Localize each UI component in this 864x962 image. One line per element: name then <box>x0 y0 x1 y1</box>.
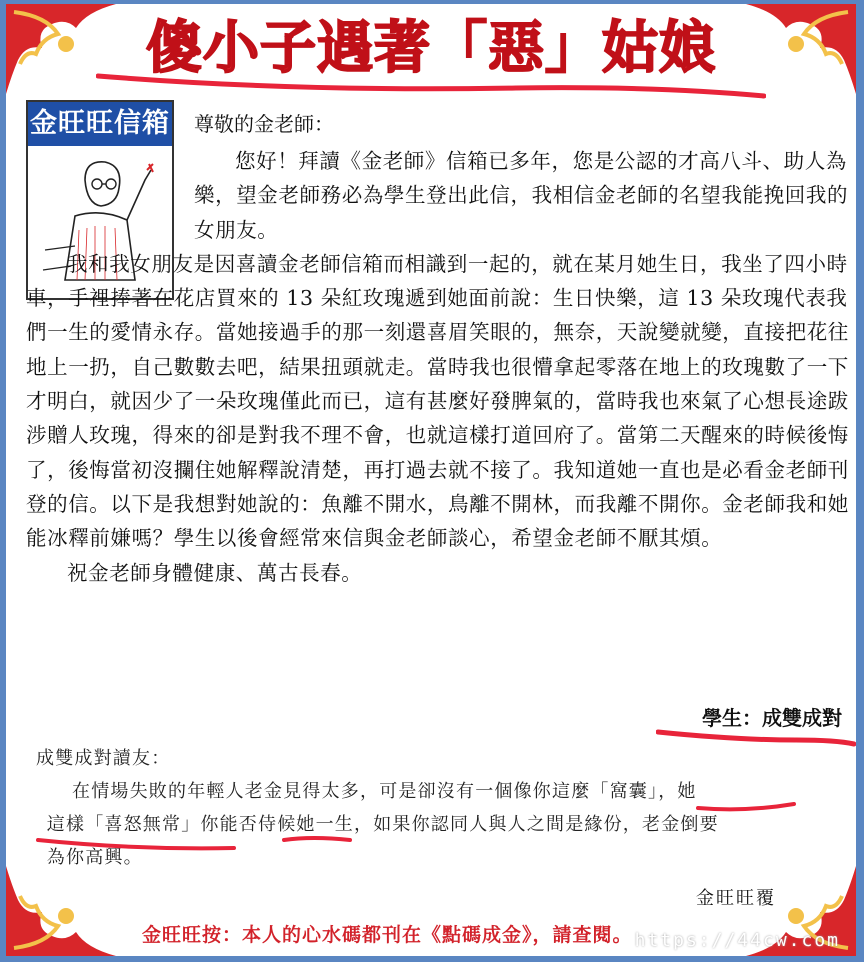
ornament-corner-bottom-left <box>6 866 116 956</box>
letter-greeting: 尊敬的金老師： <box>194 112 334 136</box>
letter-body <box>26 144 854 590</box>
site-watermark: https://44cw.com <box>634 930 840 951</box>
letter-paragraph: 您好！拜讀《金老師》信箱已多年，您是公認的才高八斗、助人為樂，望金老師務必為學生登出此信，我相信金老師的名望我能挽回我的女朋友。 <box>194 149 849 242</box>
highlight-underline-xinu-wuchang <box>36 834 236 854</box>
reply-signature: 金旺旺覆 <box>696 888 776 909</box>
headline-title: 傻小子遇著「惡」姑娘 <box>146 16 716 81</box>
letter-signature: 學生：成雙成對 <box>702 706 842 730</box>
reply-line: 為你高興。 <box>46 847 143 868</box>
letter-paragraph: 祝金老師身體健康、萬古長春。 <box>67 560 363 585</box>
reply-line: 在情場失敗的年輕人老金見得太多，可是卻沒有一個像你這麼「窩囊」，她 <box>72 781 697 802</box>
title-red-underline <box>96 66 766 100</box>
letter-paragraph: 我和我女朋友是因喜讀金老師信箱而相識到一起的，就在某月她生日，我坐了四小時車，手裡捧著在花店買來的 13 朵紅玫瑰遞到她面前說：生日快樂，這 13 朵玫瑰代表我們一生的愛情永存。當她接過手的那一刻還喜眉笑眼的，無奈，天說變就變，直接把花往地上一扔，自己數數去吧，結果扭頭就走。當時我也很懵拿起零落在地上的玫瑰數了一下才明白，就因少了一朵玫瑰僅此而已，這有甚麼好發脾氣的，當時我也來氣了心想長途跋涉贈人玫瑰，得來的卻是對我不理不會，也就這樣打道回府了。當第二天醒來的時候後悔了，後悔當初沒攔住她解釋說清楚，再打過去就不接了。我知道她一直也是必看金老師刊登的信。以下是我想對她說的：魚離不開水，鳥離不開林，而我離不開你。金老師我和她能冰釋前嫌嗎？學生以後會經常來信與金老師談心，希望金老師不厭其煩。 <box>26 251 849 551</box>
reply-salutation: 成雙成對讀友： <box>36 748 171 769</box>
highlight-underline-wonang <box>696 800 796 814</box>
mailbox-label: 金旺旺信箱 <box>28 102 172 146</box>
newspaper-clipping <box>6 4 856 956</box>
highlight-underline-shihou <box>282 830 352 846</box>
footer-note: 金旺旺按：本人的心水碼都刊在《點碼成金》，請查閱。 <box>142 924 633 946</box>
reply-line: 這樣「喜怒無常」你能否侍候她一生，如果你認同人與人之間是緣份，老金倒要 <box>46 814 719 835</box>
